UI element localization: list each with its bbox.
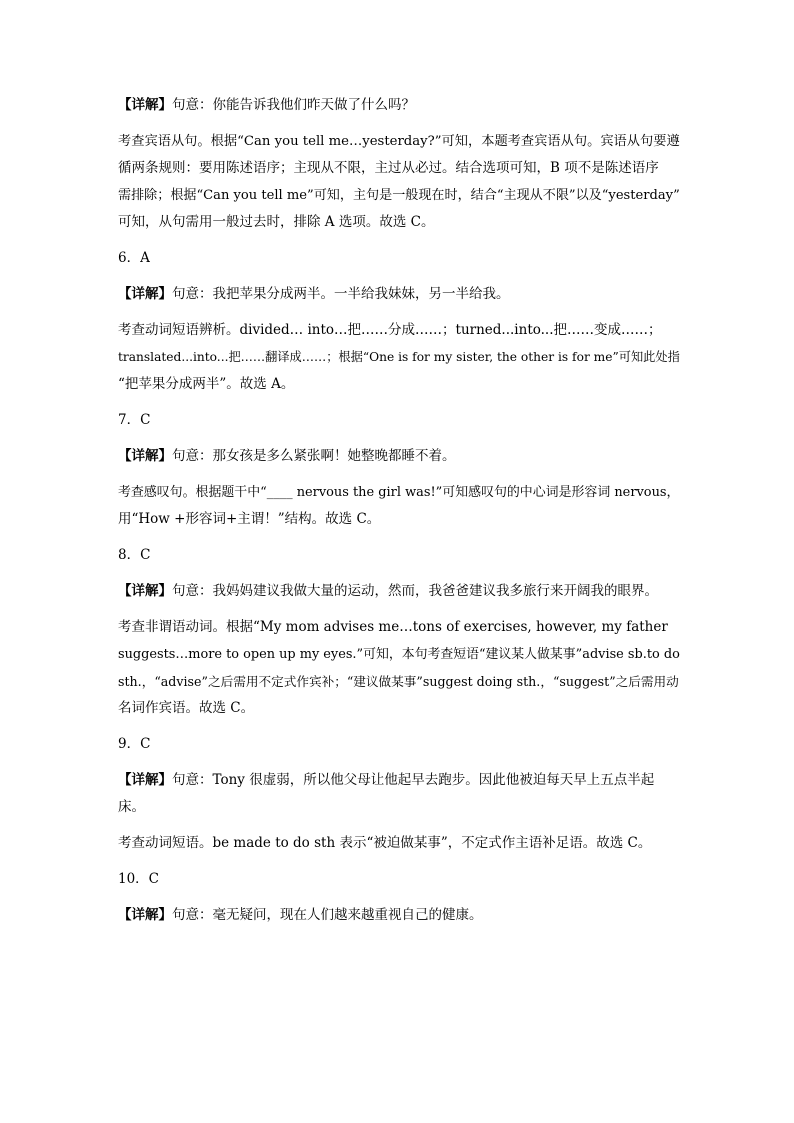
question-number: 7．C [118, 412, 151, 428]
detail-paragraph [118, 281, 680, 308]
detail-paragraph [118, 902, 680, 929]
detail-paragraph [118, 443, 680, 470]
detail-tag: 【详解】 [118, 907, 172, 923]
detail-text-continued: 床。 [118, 799, 145, 815]
question-number: 10．C [118, 871, 160, 887]
analysis-paragraph [118, 128, 680, 236]
analysis-line: 考查宾语从句。根据“Can you tell me…yesterday?”可知，本题考查宾语从句。宾语从句要遵 [118, 134, 680, 149]
analysis-paragraph [118, 479, 680, 533]
analysis-line: suggests…more to open up my eyes.”可知，本句考查短语“建议某人做某事”advise sb.to do [118, 647, 680, 662]
analysis-paragraph [118, 830, 680, 857]
detail-text: 句意：那女孩是多么紧张啊！她整晚都睡不着。 [172, 448, 456, 464]
analysis-line: 用“How +形容词+主谓！”结构。故选 C。 [118, 511, 381, 527]
analysis-line: translated...into...把……翻译成……；根据“One is for my sister, the other is for me”可知此处指 [118, 350, 680, 364]
detail-tag: 【详解】 [118, 448, 172, 464]
detail-paragraph [118, 578, 680, 605]
detail-paragraph [118, 767, 680, 821]
analysis-line: 需排除；根据“Can you tell me”可知，主句是一般现在时，结合“主现从不限”以及“yesterday” [118, 188, 680, 203]
question-number: 6．A [118, 250, 150, 266]
detail-paragraph [118, 92, 680, 119]
question-number: 8．C [118, 547, 151, 563]
analysis-line: 名词作宾语。故选 C。 [118, 700, 255, 716]
analysis-paragraph [118, 614, 680, 722]
detail-text: 句意：毫无疑问，现在人们越来越重视自己的健康。 [172, 907, 483, 923]
detail-tag: 【详解】 [118, 97, 172, 113]
analysis-line: 考查感叹句。根据题干中“____ nervous the girl was!”可知感叹句的中心词是形容词 nervous， [118, 485, 680, 500]
detail-text: 句意：你能告诉我他们昨天做了什么吗？ [172, 97, 415, 113]
analysis-line: 循两条规则：要用陈述语序；主现从不限，主过从必过。结合选项可知，B 项不是陈述语序 [118, 160, 659, 176]
detail-text: 句意：Tony 很虚弱，所以他父母让他起早去跑步。因此他被迫每天早上五点半起 [172, 772, 655, 788]
analysis-line: 可知，从句需用一般过去时，排除 A 选项。故选 C。 [118, 214, 435, 230]
analysis-paragraph [118, 317, 680, 398]
detail-text: 句意：我妈妈建议我做大量的运动，然而，我爸爸建议我多旅行来开阔我的眼界。 [172, 583, 658, 599]
detail-text: 句意：我把苹果分成两半。一半给我妹妹，另一半给我。 [172, 286, 510, 302]
question-number: 9．C [118, 736, 151, 752]
analysis-line: 考查非谓语动词。根据“My mom advises me…tons of exercises, however, my father [118, 619, 668, 635]
detail-tag: 【详解】 [118, 772, 172, 788]
analysis-line: sth.，“advise”之后需用不定式作宾补；“建议做某事”suggest doing sth.，“suggest”之后需用动 [118, 674, 679, 689]
detail-tag: 【详解】 [118, 583, 172, 599]
answer-explanations [118, 92, 680, 938]
analysis-line: 考查动词短语辨析。divided… into…把……分成……；turned...into...把……变成……； [118, 322, 662, 338]
analysis-line: “把苹果分成两半”。故选 A。 [118, 376, 295, 392]
detail-tag: 【详解】 [118, 286, 172, 302]
analysis-line: 考查动词短语。be made to do sth 表示“被迫做某事”，不定式作主语补足语。故选 C。 [118, 835, 652, 851]
